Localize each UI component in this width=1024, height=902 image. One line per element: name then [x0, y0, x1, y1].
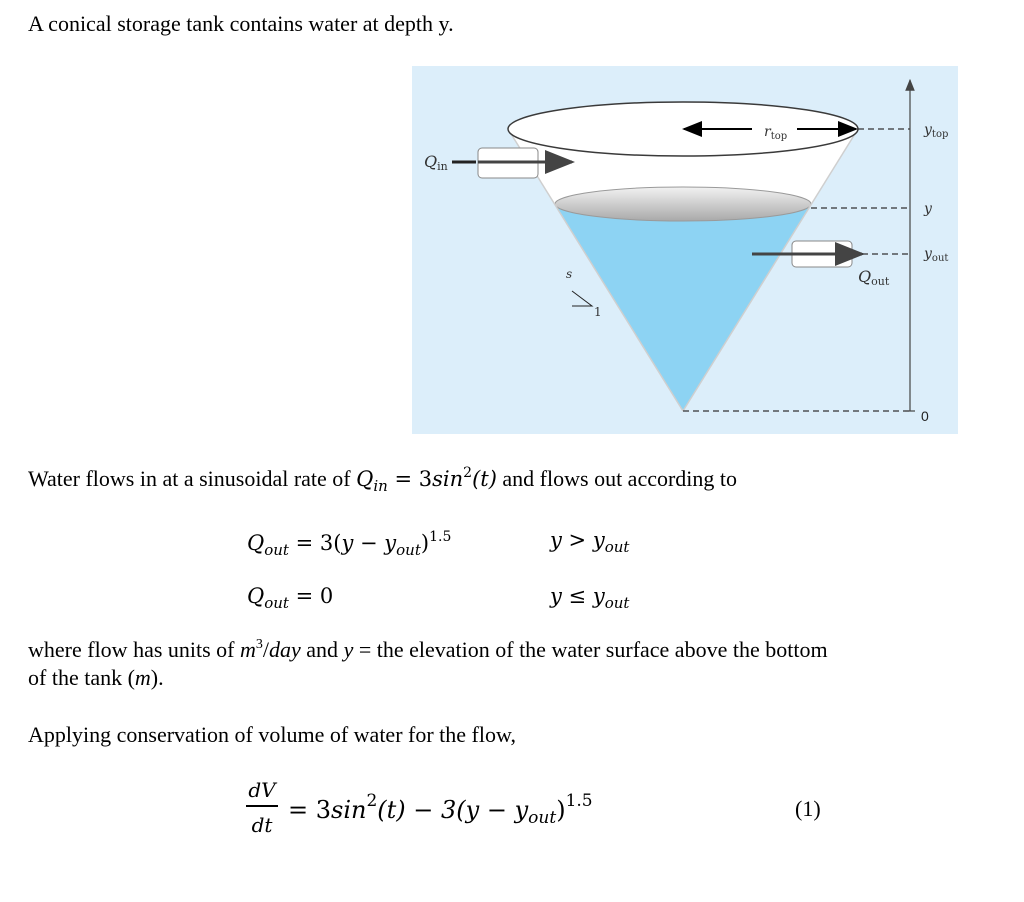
equation-qout-zero: $Q_{out} = 0$ — [247, 584, 334, 612]
paragraph-units-line1: where flow has units of $m^3$/day and y = the elevation of the water surface above the bottom — [28, 637, 828, 662]
paragraph-units-line2: of the tank (m). — [28, 665, 164, 690]
label-y-top: $y_{top}$ — [924, 122, 949, 140]
label-y: y — [924, 201, 932, 217]
label-slope-s: s — [566, 267, 573, 281]
condition-b: $y \le y_{out}$ — [550, 584, 630, 612]
label-zero: 0 — [921, 408, 929, 424]
fraction-bar — [246, 805, 278, 807]
intro-sentence: A conical storage tank contains water at depth y. — [28, 11, 454, 36]
paragraph-inflow: Water flows in at a sinusoidal rate of $Q_{in} = 3\sin^2(t)$ and flows out according to — [28, 465, 738, 495]
label-y-out: $y_{out}$ — [924, 246, 949, 264]
equation-number: (1) — [795, 796, 821, 821]
equation-qout-positive: $Q_{out} = 3(y - y_{out})^{1.5}$ — [247, 529, 452, 559]
fraction-denominator: dt — [251, 813, 273, 837]
conical-tank-figure — [412, 66, 958, 434]
label-slope-one: 1 — [594, 305, 602, 319]
water-surface — [555, 187, 811, 221]
label-r-top: $r_{top}$ — [764, 124, 788, 142]
condition-a: $y > y_{out}$ — [550, 528, 630, 556]
fraction-numerator: dV — [248, 778, 276, 802]
label-q-out: Qout — [858, 267, 890, 288]
label-q-in: Qin — [424, 152, 448, 173]
main-equation: = $3\sin^2(t) - 3(y - y_{out})^{1.5}$ — [288, 791, 593, 828]
paragraph-conservation: Applying conservation of volume of water for the flow, — [28, 722, 516, 747]
